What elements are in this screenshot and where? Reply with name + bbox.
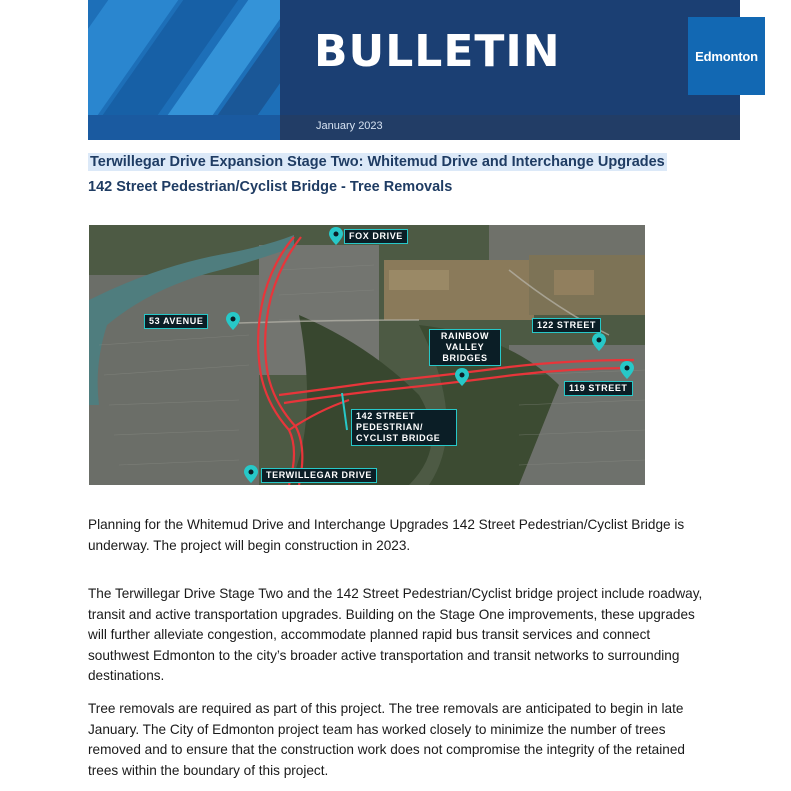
subheadline: 142 Street Pedestrian/Cyclist Bridge - Tree Removals [88,179,453,195]
terwillegar-pin-icon [244,465,258,483]
paragraph-intro: Planning for the Whitemud Drive and Interchange Upgrades 142 Street Pedestrian/Cyclist Bridge is underway. The project will begin construction in 2023. [88,517,685,553]
banner-graphic [88,0,280,115]
bulletin-banner [88,0,740,140]
project-map [89,225,645,485]
headline: Terwillegar Drive Expansion Stage Two: Whitemud Drive and Interchange Upgrades [90,154,665,170]
fox-drive-label: FOX DRIVE [344,229,408,244]
53-avenue-pin-icon [226,312,240,330]
map-aerial-image [89,225,645,485]
terwillegar-drive-label: TERWILLEGAR DRIVE [261,468,377,483]
122-street-pin-icon [592,333,606,351]
142-street-bridge-label: 142 STREET PEDESTRIAN/ CYCLIST BRIDGE [351,409,457,446]
edmonton-logo: Edmonton [688,17,765,95]
119-street-pin-icon [620,361,634,379]
banner-graphic-lower [88,115,280,140]
fox-drive-pin-icon [329,227,343,245]
paragraph-tree-removals: Tree removals are required as part of this project. The tree removals are anticipated to begin in late January. The City of Edmonton project team has worked closely to minimize the number of trees removed and to ensure that the construction work does not compromise the integrity of the retained trees within the boundary of this project. [88,701,685,778]
122-street-label: 122 STREET [532,318,601,333]
119-street-label: 119 STREET [564,381,633,396]
rainbow-valley-label: RAINBOW VALLEY BRIDGES [429,329,501,366]
bulletin-date: January 2023 [316,120,383,132]
paragraph-project-scope: The Terwillegar Drive Stage Two and the 142 Street Pedestrian/Cyclist bridge project include roadway, transit and active transportation upgrades. Building on the Stage One improvements, these upgrades will further alleviate congestion, accommodate planned rapid bus transit services and connect southwest Edmonton to the city’s broader active transportation and transit networks to surrounding destinations. [88,586,703,684]
bulletin-title: BULLETIN [314,26,561,77]
rainbow-valley-pin-icon [455,368,469,386]
53-avenue-label: 53 AVENUE [144,314,208,329]
